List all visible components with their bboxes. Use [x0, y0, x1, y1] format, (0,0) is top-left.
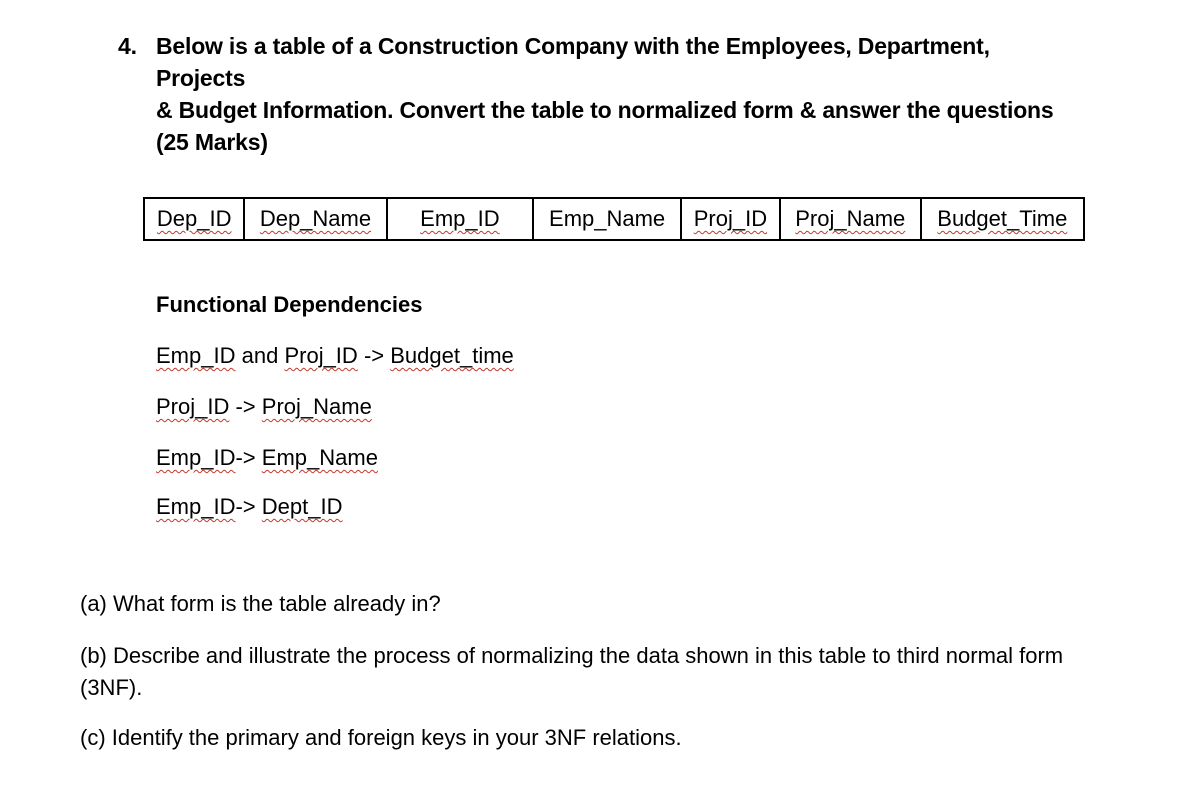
column-dep-name: Dep_Name	[244, 198, 386, 240]
subquestion-c: (c) Identify the primary and foreign keys in your 3NF relations.	[80, 725, 682, 750]
schema-table	[143, 197, 1085, 241]
subquestion-b: (b) Describe and illustrate the process of normalizing the data shown in this table to third normal form (3NF).	[80, 643, 1064, 700]
column-emp-id: Emp_ID	[387, 198, 534, 240]
question-line-1: Below is a table of a Construction Company with the Employees, Department, Projects	[156, 33, 990, 91]
fd-proj-name: Proj_ID -> Proj_Name	[156, 394, 372, 419]
column-proj-id: Proj_ID	[681, 198, 780, 240]
question-text	[156, 30, 1076, 158]
question-number: 4.	[118, 33, 137, 59]
fd-heading: Functional Dependencies	[156, 292, 423, 317]
fd-emp-name: Emp_ID-> Emp_Name	[156, 445, 378, 470]
column-budget-time: Budget_Time	[921, 198, 1084, 240]
column-emp-name: Emp_Name	[533, 198, 681, 240]
fd-dept-id: Emp_ID-> Dept_ID	[156, 494, 343, 519]
question-marks: (25 Marks)	[156, 129, 268, 155]
fd-emp-proj-budget: Emp_ID and Proj_ID -> Budget_time	[156, 343, 514, 368]
subquestion-a: (a) What form is the table already in?	[80, 591, 441, 616]
question-line-2: & Budget Information. Convert the table to normalized form & answer the questions	[156, 97, 1054, 123]
column-proj-name: Proj_Name	[780, 198, 921, 240]
column-dep-id: Dep_ID	[144, 198, 244, 240]
schema-header-row	[144, 198, 1084, 240]
